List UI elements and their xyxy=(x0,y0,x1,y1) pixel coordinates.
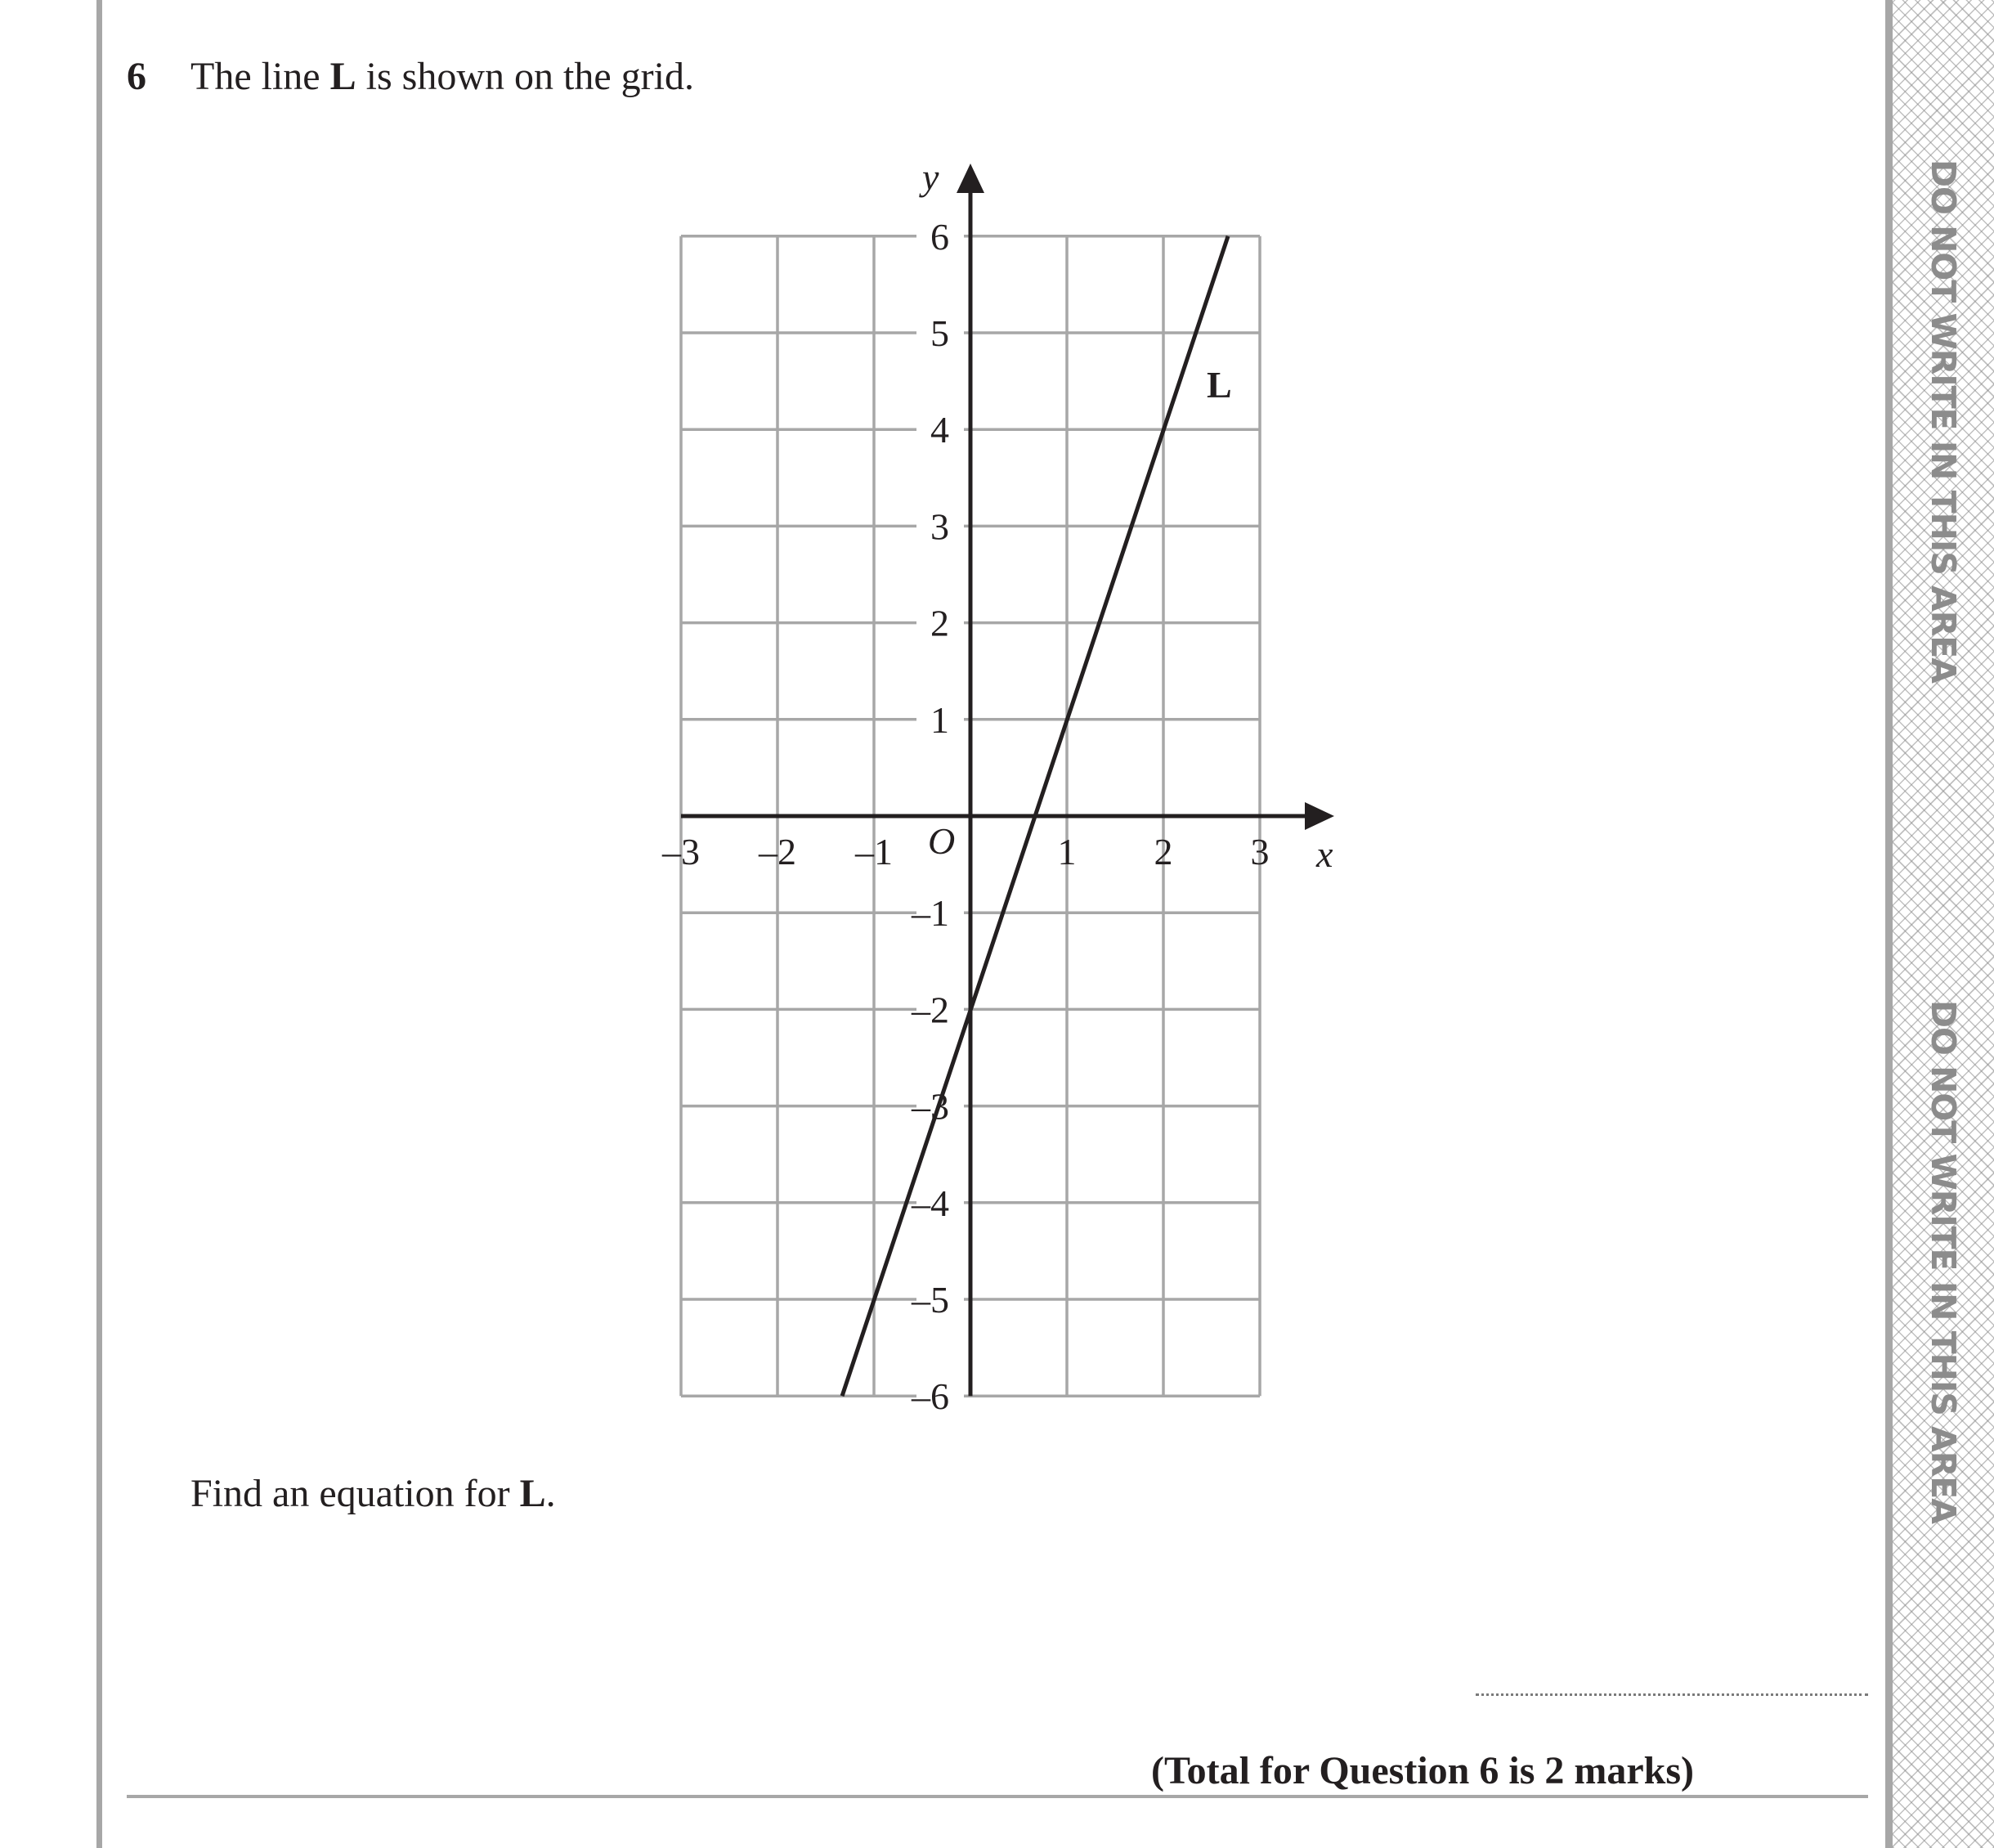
x-tick-label: –2 xyxy=(759,831,796,872)
y-tick-label: –5 xyxy=(912,1279,949,1321)
stem-prefix: The line xyxy=(190,55,330,98)
prompt-line-name: L xyxy=(519,1472,546,1515)
y-tick-label: 5 xyxy=(930,312,949,354)
margin-warning-top: DO NOT WRITE IN THIS AREA xyxy=(1924,159,1963,684)
series-label-L: L xyxy=(1207,364,1232,406)
prompt-prefix: Find an equation for xyxy=(190,1472,520,1515)
y-tick-label: 1 xyxy=(930,698,949,741)
question-number: 6 xyxy=(127,55,146,98)
margin-warning-bottom: DO NOT WRITE IN THIS AREA xyxy=(1924,999,1963,1524)
y-tick-label: –3 xyxy=(912,1085,949,1128)
question-prompt xyxy=(190,1471,556,1516)
question-divider xyxy=(127,1795,1868,1798)
y-axis-arrowhead xyxy=(957,164,984,193)
x-tick-label: –1 xyxy=(855,831,893,872)
stem-suffix: is shown on the grid. xyxy=(356,55,694,98)
x-tick-label: 3 xyxy=(1250,831,1270,872)
y-tick-label: –6 xyxy=(912,1375,949,1418)
y-axis-label: y xyxy=(922,156,939,198)
y-tick-label: 3 xyxy=(930,505,949,548)
y-tick-label: 2 xyxy=(930,602,949,644)
x-axis-arrowhead xyxy=(1305,802,1334,830)
x-axis-label: x xyxy=(1316,833,1333,875)
y-tick-label: 6 xyxy=(930,215,949,258)
y-tick-label: –2 xyxy=(912,989,949,1031)
y-tick-label: –4 xyxy=(912,1182,949,1224)
x-tick-label: 1 xyxy=(1057,831,1077,872)
origin-label: O xyxy=(928,820,956,862)
x-tick-label: –3 xyxy=(662,831,700,872)
total-marks: (Total for Question 6 is 2 marks) xyxy=(1151,1749,1695,1792)
y-tick-label: –1 xyxy=(912,892,949,935)
stem-line-name: L xyxy=(329,55,356,98)
x-tick-label: 2 xyxy=(1154,831,1173,872)
y-tick-label: 4 xyxy=(930,409,949,451)
answer-line[interactable] xyxy=(1476,1693,1868,1696)
prompt-suffix: . xyxy=(545,1472,556,1515)
